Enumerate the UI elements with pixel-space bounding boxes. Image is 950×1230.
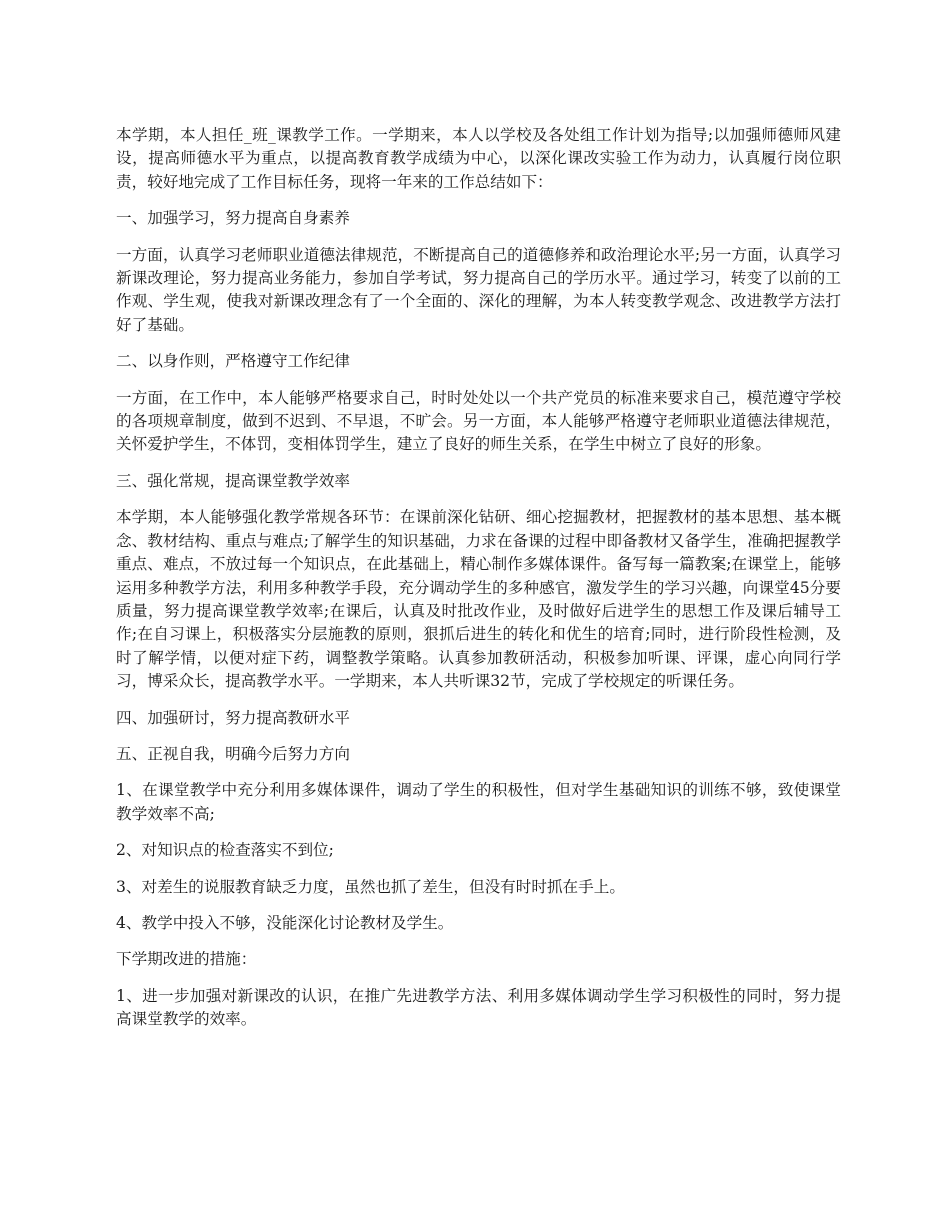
improvement-item-1: 1、进一步加强对新课改的认识，在推广先进教学方法、利用多媒体调动学生学习积极性的同时，努力提高课堂教学的效率。	[116, 986, 841, 1029]
improvement-heading: 下学期改进的措施：	[116, 950, 257, 969]
intro-paragraph: 本学期，本人担任_班_课教学工作。一学期来，本人以学校及各处组工作计划为指导;以加强师德师风建设，提高师德水平为重点，以提高教育教学成绩为中心，以深化课改实验工作为动力，认真履行岗位职责，较好地完成了工作目标任务，现将一年来的工作总结如下：	[116, 126, 841, 191]
list-item-1: 1、在课堂教学中充分利用多媒体课件，调动了学生的积极性，但对学生基础知识的训练不够，致使课堂教学效率不高;	[116, 781, 841, 823]
section-1-paragraph: 一方面，认真学习老师职业道德法律规范，不断提高自己的道德修养和政治理论水平;另一方面，认真学习新课改理论，努力提高业务能力，参加自学考试，努力提高自己的学历水平。通过学习，转变了以前的工作观、学生观，使我对新课改理念有了一个全面的、深化的理解，为本人转变教学观念、改进教学方法打好了基础。	[116, 245, 841, 334]
section-heading-5: 五、正视自我，明确今后努力方向	[116, 744, 350, 763]
section-heading-3: 三、强化常规，提高课堂教学效率	[116, 471, 350, 490]
section-heading-4: 四、加强研讨，努力提高教研水平	[116, 708, 350, 727]
section-heading-2: 二、以身作则，严格遵守工作纪律	[116, 352, 350, 371]
list-item-2: 2、对知识点的检查落实不到位;	[116, 841, 334, 860]
list-item-4: 4、教学中投入不够，没能深化讨论教材及学生。	[116, 913, 454, 932]
section-2-paragraph: 一方面，在工作中，本人能够严格要求自己，时时处处以一个共产党员的标准来要求自己，模范遵守学校的各项规章制度，做到不迟到、不早退，不旷会。另一方面，本人能够严格遵守老师职业道德法律规范，关怀爱护学生，不体罚，变相体罚学生，建立了良好的师生关系，在学生中树立了良好的形象。	[116, 388, 841, 454]
document-body	[116, 124, 841, 1045]
list-item-3: 3、对差生的说服教育缺乏力度，虽然也抓了差生，但没有时时抓在手上。	[116, 877, 625, 896]
section-heading-1: 一、加强学习，努力提高自身素养	[116, 209, 350, 228]
section-3-paragraph: 本学期，本人能够强化教学常规各环节：在课前深化钻研、细心挖掘教材，把握教材的基本思想、基本概念、教材结构、重点与难点;了解学生的知识基础，力求在备课的过程中即备教材又备学生，准确把握教学重点、难点，不放过每一个知识点，在此基础上，精心制作多媒体课件。备写每一篇教案;在课堂上，能够运用多种教学方法，利用多种教学手段，充分调动学生的多种感官，激发学生的学习兴趣，向课堂45分要质量，努力提高课堂教学效率;在课后，认真及时批改作业，及时做好后进学生的思想工作及课后辅导工作;在自习课上，积极落实分层施教的原则，狠抓后进生的转化和优生的培育;同时，进行阶段性检测，及时了解学情，以便对症下药，调整教学策略。认真参加教研活动，积极参加听课、评课，虚心向同行学习，博采众长，提高教学水平。一学期来，本人共听课32节，完成了学校规定的听课任务。	[116, 508, 841, 691]
